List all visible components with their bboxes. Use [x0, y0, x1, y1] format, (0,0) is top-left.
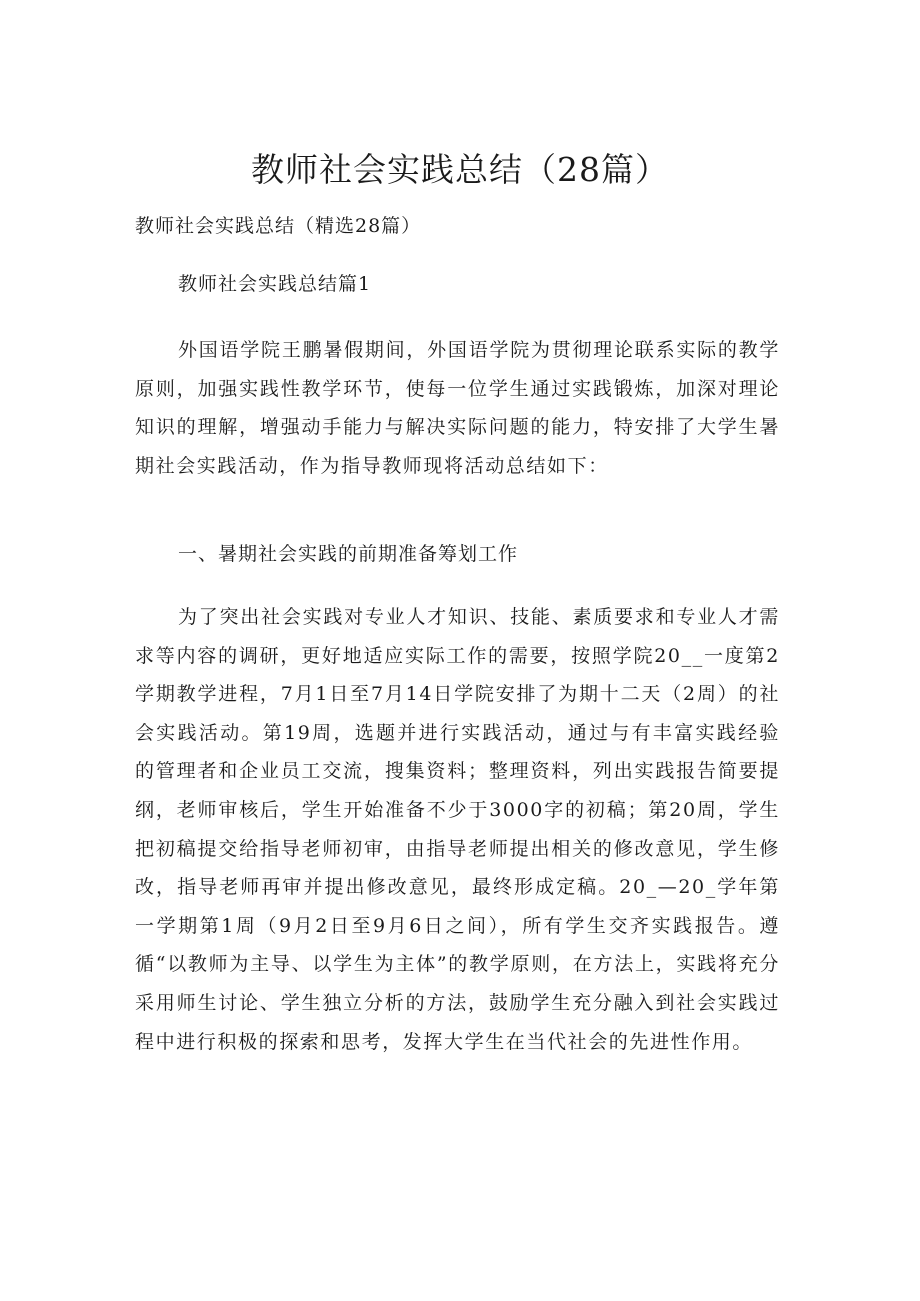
- paragraph-preparation: 为了突出社会实践对专业人才知识、技能、素质要求和专业人才需求等内容的调研，更好地适应实际工作的需要，按照学院20__一度第2学期教学进程，7月1日至7月14日学院安排了为期十二天（2周）的社会实践活动。第19周，选题并进行实践活动，通过与有丰富实践经验的管理者和企业员工交流，搜集资料；整理资料，列出实践报告简要提纲，老师审核后，学生开始准备不少于3000字的初稿；第20周，学生把初稿提交给指导老师初审，由指导老师提出相关的修改意见，学生修改，指导老师再审并提出修改意见，最终形成定稿。20_—20_学年第一学期第1周（9月2日至9月6日之间），所有学生交齐实践报告。遵循“以教师为主导、以学生为主体”的教学原则，在方法上，实践将充分采用师生讨论、学生独立分析的方法，鼓励学生充分融入到社会实践过程中进行积极的探索和思考，发挥大学生在当代社会的先进性作用。: [135, 606, 780, 1053]
- article-heading: 教师社会实践总结篇1: [178, 273, 372, 295]
- paragraph-intro: 外国语学院王鹏暑假期间，外国语学院为贯彻理论联系实际的教学原则，加强实践性教学环节，使每一位学生通过实践锻炼，加深对理论知识的理解，增强动手能力与解决实际问题的能力，特安排了大学生暑期社会实践活动，作为指导教师现将活动总结如下：: [135, 339, 780, 477]
- document-subtitle: 教师社会实践总结（精选28篇）: [135, 215, 422, 237]
- document-title: 教师社会实践总结（28篇）: [251, 150, 669, 189]
- section-heading-1: 一、暑期社会实践的前期准备筹划工作: [178, 543, 519, 565]
